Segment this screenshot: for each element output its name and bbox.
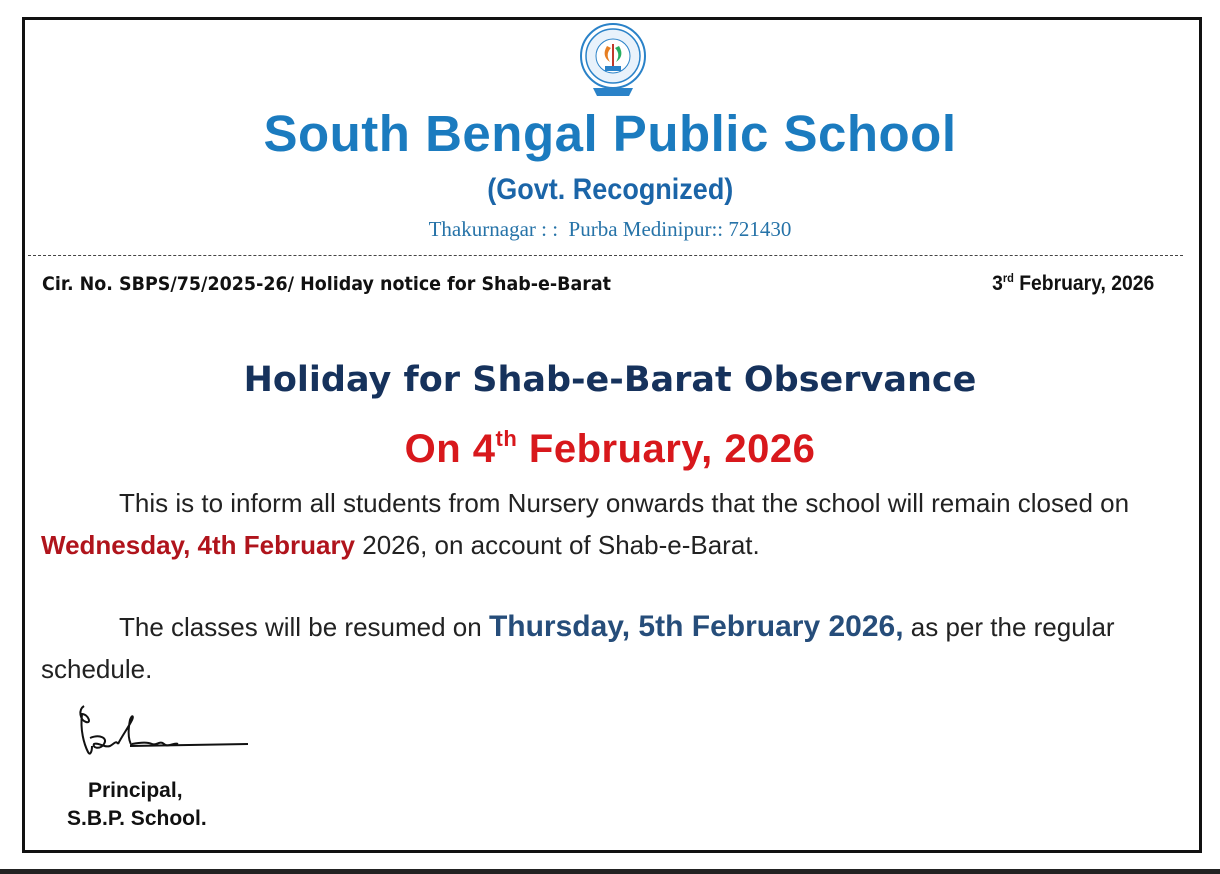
notice-title: Holiday for Shab-e-Barat Observance (243, 360, 977, 400)
closure-paragraph: This is to inform all students from Nursery onwards that the school will remain closed on Wednesday, 4th February 2026, on account of Shab-e-Barat. (41, 488, 1130, 560)
signatory-school: S.B.P. School. (67, 807, 207, 830)
circular-reference: Cir. No. SBPS/75/2025-26/ Holiday notice for Shab-e-Barat (42, 273, 612, 295)
signatory-title: Principal, (88, 779, 183, 802)
recognition-status: (Govt. Recognized) (487, 173, 734, 206)
closure-date-highlight: Wednesday, 4th February (41, 530, 356, 560)
principal-signature-icon (70, 700, 260, 762)
school-name: South Bengal Public School (263, 105, 957, 162)
resume-date-highlight: Thursday, 5th February 2026, (488, 610, 904, 643)
notice-holiday-date: On 4th February, 2026 (404, 426, 816, 471)
school-address: Thakurnagar : : Purba Medinipur:: 721430 (428, 217, 792, 241)
header-divider (28, 255, 1183, 256)
resume-paragraph: The classes will be resumed on Thursday, 5th February 2026, as per the regular schedule. (41, 610, 1115, 684)
school-crest-logo-icon (577, 22, 649, 100)
page-bottom-edge (0, 869, 1220, 874)
circular-date: 3rd February, 2026 (991, 271, 1154, 295)
